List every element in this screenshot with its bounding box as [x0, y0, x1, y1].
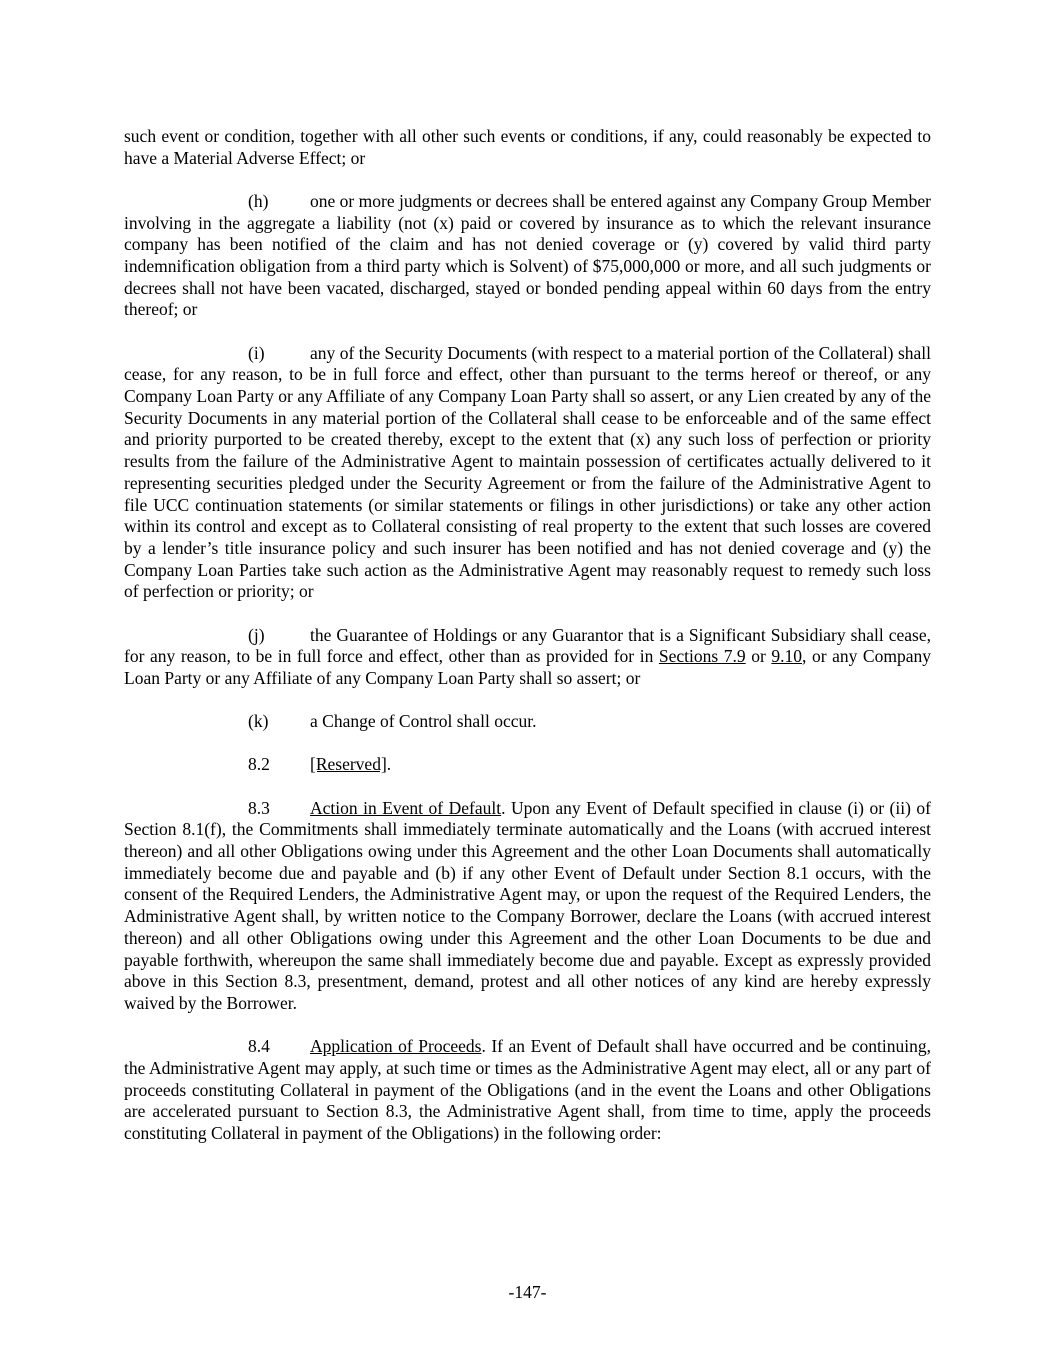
section-title-8-4: Application of Proceeds	[310, 1036, 482, 1057]
clause-label-j: (j)	[248, 624, 265, 645]
section-number-8-3: 8.3	[248, 797, 270, 818]
cross-reference-sections-7-9: Sections 7.9	[658, 646, 746, 667]
clause-text-j-part1: the Guarantee of Holdings or any Guarantor that is a Significant Subsidiary shall cease, for any reason, to be in full force and effect, other than as provided for in	[124, 624, 931, 667]
cross-reference-9-10: 9.10	[771, 646, 802, 667]
section-number-8-4: 8.4	[248, 1036, 270, 1057]
section-number-8-2: 8.2	[248, 754, 270, 775]
paragraph-g-continuation: such event or condition, together with all other such events or conditions, if any, could reasonably be expected to have a Material Adverse Effect; or	[124, 126, 931, 168]
section-text-8-3: . Upon any Event of Default specified in clause (i) or (ii) of Section 8.1(f), the Commitments shall immediately terminate automatically and the Loans (with accrued interest thereon) and all other Obligations owing under this Agreement and the other Loan Documents shall automatically immediately become due and payable and (b) if any other Event of Default under Section 8.1 occurs, with the consent of the Required Lenders, the Administrative Agent may, or upon the request of the Required Lenders, the Administrative Agent shall, by written notice to the Company Borrower, declare the Loans (with accrued interest thereon) and all other Obligations owing under this Agreement and the other Loan Documents to be due and payable forthwith, whereupon the same shall immediately become due and payable. Except as expressly provided above in this Section 8.3, presentment, demand, protest and all other notices of any kind are hereby expressly waived by the Borrower.	[124, 797, 931, 1013]
paragraph-i	[124, 343, 931, 603]
clause-text-k: a Change of Control shall occur.	[310, 711, 537, 732]
section-8-4	[124, 1036, 931, 1145]
paragraph-k	[124, 711, 931, 733]
section-title-8-2: [Reserved]	[310, 754, 387, 775]
clause-label-h: (h)	[248, 190, 269, 211]
clause-text-i: any of the Security Documents (with respect to a material portion of the Collateral) shall cease, for any reason, to be in full force and effect, other than pursuant to the terms hereof or thereof, or any Company Loan Party or any Affiliate of any Company Loan Party shall so assert, or any Lien created by any of the Security Documents in any material portion of the Collateral shall cease to be enforceable and of the same effect and priority purported to be created thereby, except to the extent that (x) any such loss of perfection or priority results from the failure of the Administrative Agent to maintain possession of certificates actually delivered to it representing securities pledged under the Security Agreement or from the failure of the Administrative Agent to file UCC continuation statements (or similar statements or filings in other jurisdictions) or take any other action within its control and except as to Collateral consisting of real property to the extent that such losses are covered by a lender’s title insurance policy and such insurer has been notified and has not denied coverage and (y) the Company Loan Parties take such action as the Administrative Agent may reasonably request to remedy such loss of perfection or priority; or	[124, 342, 931, 602]
clause-label-k: (k)	[248, 711, 269, 732]
paragraph-h	[124, 191, 931, 321]
section-8-2: 8.2 [Reserved].	[248, 754, 392, 775]
section-text-8-4: . If an Event of Default shall have occurred and be continuing, the Administrative Agent may apply, at such time or times as the Administrative Agent may elect, all or any part of proceeds constituting Collateral in payment of the Obligations (and in the event the Loans and other Obligations are accelerated pursuant to Section 8.3, the Administrative Agent shall, from time to time, apply the proceeds constituting Collateral in payment of the Obligations) in the following order:	[124, 1036, 931, 1143]
section-8-3	[124, 798, 931, 1015]
clause-text-j-part3: , or any Company Loan Party or any Affiliate of any Company Loan Party shall so assert; or	[124, 646, 931, 688]
section-title-8-3: Action in Event of Default	[310, 797, 502, 818]
document-body	[124, 126, 931, 1145]
clause-label-i: (i)	[248, 342, 265, 363]
paragraph-j	[124, 625, 931, 690]
page-number: -147-	[508, 1282, 547, 1302]
clause-text-h: one or more judgments or decrees shall be entered against any Company Group Member involving in the aggregate a liability (not (x) paid or covered by insurance as to which the relevant insurance company has been notified of the claim and has not denied coverage or (y) covered by valid third party indemnification obligation from a third party which is Solvent) of $75,000,000 or more, and all such judgments or decrees shall not have been vacated, discharged, stayed or bonded pending appeal within 60 days from the entry thereof; or	[124, 190, 931, 320]
clause-text-j-part2: or	[745, 646, 772, 667]
